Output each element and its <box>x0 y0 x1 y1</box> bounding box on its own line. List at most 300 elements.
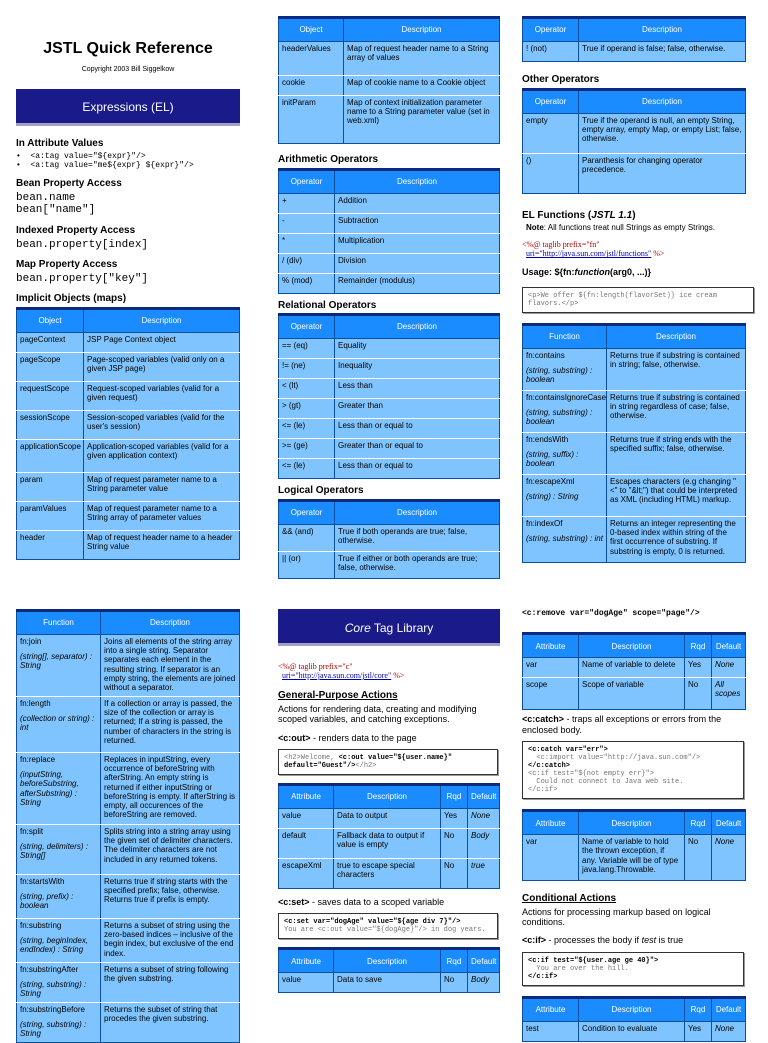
function-name: fn:endsWith <box>526 435 569 444</box>
row-key-cell: ! (not) <box>523 42 579 62</box>
other-heading: Other Operators <box>522 74 600 85</box>
row-value-cell: Fallback data to output if value is empty <box>334 829 441 859</box>
function-description: If a collection or array is passed, the size of the collection or array is returned; If a string is passed, the number of characters in the string is returned. <box>101 697 240 753</box>
expressions-banner: Expressions (EL) <box>16 89 240 126</box>
col-header: Description <box>334 949 441 973</box>
row-value-cell: Body <box>468 829 500 859</box>
function-name: fn:substringAfter <box>20 965 79 974</box>
gp-desc: Actions for rendering data, creating and modifying scoped variables, and catching exceptions. <box>278 703 477 725</box>
elfn-heading-pre: EL Functions ( <box>522 209 592 221</box>
row-key-cell: >= (ge) <box>279 439 335 459</box>
function-description: Returns the subset of string that procedes the given substring. <box>101 1003 240 1043</box>
col-header: Description <box>344 18 500 42</box>
table-row <box>17 635 240 697</box>
row-value-cell: True if the operand is null, an empty String, empty array, empty Map, or empty List; false, otherwise. <box>579 113 746 153</box>
row-value-cell: True if operand is false; false, otherwise. <box>579 42 746 62</box>
cout-code <box>278 749 498 775</box>
table-row <box>17 501 240 530</box>
implicit-section <box>16 293 240 560</box>
cset-code-1: <c:set var="dogAge" value="${age div 7}"/> <box>284 918 461 927</box>
in-attr-item: • <a:tag value="${expr}"/> <box>16 151 146 161</box>
row-key-cell: () <box>523 153 579 193</box>
table-row <box>279 213 500 233</box>
in-attr-item: • <a:tag value="me${expr} ${expr}"/> <box>16 161 194 171</box>
function-signature: (string, delimiters) : String[] <box>20 842 89 861</box>
row-key-cell: * <box>279 233 335 253</box>
row-key-cell: < (lt) <box>279 379 335 399</box>
column-right-top <box>522 16 746 563</box>
indexed-section <box>16 225 240 251</box>
if-desc-test: test <box>641 935 657 946</box>
function-cell <box>17 825 101 875</box>
catch-code-4: <c:if test="${not empty err}"> <box>528 770 655 779</box>
table-row <box>279 524 500 551</box>
cout-desc: - renders data to the page <box>310 732 417 743</box>
in-attr-item-1: <a:tag value="${expr}"/> <box>30 151 146 161</box>
gp-heading: General-Purpose Actions <box>278 690 398 702</box>
table-row <box>17 472 240 501</box>
function-cell <box>523 475 607 517</box>
row-value-cell: Map of request header name to a String array of values <box>344 42 500 76</box>
row-value-cell: Condition to evaluate <box>579 1021 685 1041</box>
remove-code: <c:remove var="dogAge" scope="page"/> <box>522 609 700 618</box>
function-signature: (string, suffix) : boolean <box>526 450 579 469</box>
table-row <box>17 381 240 410</box>
cset-table <box>278 947 500 993</box>
table-row <box>279 42 500 76</box>
col-header: Description <box>335 169 500 193</box>
function-cell <box>17 963 101 1003</box>
function-name: fn:indexOf <box>526 519 563 528</box>
if-code <box>522 952 744 986</box>
core-banner-core: Core <box>344 621 371 635</box>
row-value-cell: Less than <box>335 379 500 399</box>
table-row <box>17 439 240 472</box>
function-description: Returns an integer representing the 0-based index within string of the first occurrence of substring. If substring is empty, 0 is returned. <box>607 517 746 563</box>
cond-desc: Actions for processing markup based on logical conditions. <box>522 906 711 927</box>
other-table <box>522 88 746 194</box>
row-value-cell: None <box>468 809 500 829</box>
col-header: Rqd <box>441 949 468 973</box>
row-key-cell: default <box>279 829 334 859</box>
function-name: fn:substring <box>20 921 62 930</box>
row-value-cell: All scopes <box>712 678 746 710</box>
function-cell <box>17 753 101 825</box>
col-header: Description <box>84 308 240 332</box>
row-key-cell: pageContext <box>17 332 84 352</box>
elfn-heading-post: ) <box>632 209 636 221</box>
function-description: Returns true if string ends with the specified suffix; false, otherwise. <box>607 433 746 475</box>
row-value-cell: No <box>685 678 712 710</box>
if-code-1: <c:if test="${user.age ge 40}"> <box>528 956 659 965</box>
fn-table-1 <box>522 323 746 563</box>
table-row <box>17 697 240 753</box>
function-signature: (string, substring) : int <box>526 534 603 544</box>
col-header: Attribute <box>523 634 579 658</box>
col-header: Default <box>712 811 746 835</box>
row-key-cell: - <box>279 213 335 233</box>
col-header: Function <box>523 325 607 349</box>
elfn-heading <box>522 210 746 222</box>
row-key-cell: empty <box>523 113 579 153</box>
row-value-cell: True if either or both operands are true; false, otherwise. <box>335 551 500 578</box>
table-row <box>279 253 500 273</box>
table-row <box>279 193 500 213</box>
row-value-cell: Name of variable to hold the thrown exception, if any. Variable will be of type java.lang.Throwable. <box>579 835 685 881</box>
col-header: Description <box>579 634 685 658</box>
cset-code-2: You are <c:out value="${dogAge}"/> in dog years. <box>284 926 486 935</box>
indexed-line: bean.property[index] <box>16 238 149 251</box>
table-row <box>279 551 500 578</box>
table-row <box>523 113 746 153</box>
core-banner <box>278 609 500 646</box>
function-name: fn:containsIgnoreCase <box>526 393 607 402</box>
fn-example-code: <p>We offer ${fn:length(flavorSet)} ice cream flavors.</p> <box>522 287 754 313</box>
catch-code-5: Could not connect to Java web site. <box>536 778 684 787</box>
function-cell <box>17 919 101 963</box>
col-header: Operator <box>523 89 579 113</box>
if-tag: <c:if> <box>522 935 547 946</box>
row-value-cell: Yes <box>685 658 712 678</box>
table-row <box>523 42 746 62</box>
table-row <box>17 332 240 352</box>
table-row <box>523 835 746 881</box>
function-description: Returns true if substring is contained in string regardless of case; false, otherwise. <box>607 391 746 433</box>
function-name: fn:split <box>20 827 44 836</box>
function-signature: (string[], separator) : String <box>20 652 93 671</box>
row-value-cell: Less than or equal to <box>335 459 500 479</box>
table-row <box>279 233 500 253</box>
function-name: fn:join <box>20 637 42 646</box>
function-signature: (string, beginIndex, endIndex) : String <box>20 936 89 955</box>
col-header: Rqd <box>685 997 712 1021</box>
if-code-2: You are over the hill. <box>536 964 629 973</box>
table-row <box>279 459 500 479</box>
row-key-cell: header <box>17 530 84 559</box>
table-row <box>279 379 500 399</box>
function-cell <box>17 635 101 697</box>
col-header: Default <box>468 785 500 809</box>
row-value-cell: Greater than or equal to <box>335 439 500 459</box>
row-value-cell: Paranthesis for changing operator precedence. <box>579 153 746 193</box>
copyright: Copyright 2003 Bill Siggelkow <box>81 66 175 74</box>
catch-code-1: <c:catch var="err"> <box>528 745 608 754</box>
table-row <box>17 825 240 875</box>
core-taglib <box>278 662 500 680</box>
in-attr-section <box>16 138 240 170</box>
function-cell <box>523 349 607 391</box>
catch-code <box>522 741 744 799</box>
row-value-cell: Less than or equal to <box>335 419 500 439</box>
bean-line-1: bean.name <box>16 191 76 204</box>
table-row <box>17 1003 240 1043</box>
function-cell <box>523 517 607 563</box>
col-header: Attribute <box>523 811 579 835</box>
table-row <box>523 517 746 563</box>
col-header: Description <box>579 18 746 42</box>
col-header: Description <box>579 811 685 835</box>
usage-function: function <box>574 266 611 277</box>
map-line: bean.property["key"] <box>16 272 149 285</box>
row-value-cell: JSP Page Context object <box>84 332 240 352</box>
row-key-cell: applicationScope <box>17 439 84 472</box>
table-row <box>523 475 746 517</box>
row-value-cell: Addition <box>335 193 500 213</box>
row-value-cell: Map of cookie name to a Cookie object <box>344 76 500 96</box>
function-cell <box>523 433 607 475</box>
col-header: Attribute <box>279 949 334 973</box>
elfn-usage <box>522 267 746 277</box>
row-value-cell: Page-scoped variables (valid only on a given JSP page) <box>84 352 240 381</box>
column-left-top <box>16 40 240 560</box>
row-value-cell: Division <box>335 253 500 273</box>
row-value-cell: Map of request parameter name to a String array of parameter values <box>84 501 240 530</box>
arith-heading: Arithmetic Operators <box>278 154 379 165</box>
elfn-note-label: Note <box>526 223 544 232</box>
col-header: Object <box>17 308 84 332</box>
bean-heading: Bean Property Access <box>16 178 122 190</box>
table-row <box>523 349 746 391</box>
table-row <box>17 963 240 1003</box>
row-key-cell: <= (le) <box>279 459 335 479</box>
table-row <box>523 433 746 475</box>
function-cell <box>17 875 101 919</box>
core-taglib-uri[interactable]: uri="http://java.sun.com/jstl/core" <box>282 671 392 681</box>
function-description: Returns a subset of string using the zero-based indices – inclusive of the begin index, but exclusive of the end index. <box>101 919 240 963</box>
cout-tag: <c:out> <box>278 732 311 743</box>
cout-code-3: default="Guest"/> <box>284 761 356 770</box>
col-header: Description <box>335 315 500 339</box>
row-value-cell: Yes <box>685 1021 712 1041</box>
cond-heading: Conditional Actions <box>522 893 617 905</box>
row-value-cell: true <box>468 859 500 889</box>
function-cell <box>523 391 607 433</box>
row-value-cell: None <box>712 658 746 678</box>
col-header: Rqd <box>441 785 468 809</box>
cset-tag: <c:set> <box>278 897 310 907</box>
arith-table <box>278 168 500 294</box>
row-key-cell: pageScope <box>17 352 84 381</box>
row-key-cell: + <box>279 193 335 213</box>
col-header: Default <box>468 949 500 973</box>
catch-tag: <c:catch> <box>522 714 565 725</box>
row-value-cell: Data to output <box>334 809 441 829</box>
table-row <box>279 359 500 379</box>
row-value-cell: No <box>441 859 468 889</box>
row-value-cell: Equality <box>335 339 500 359</box>
row-key-cell: param <box>17 472 84 501</box>
function-signature: (string, substring) : boolean <box>526 408 593 427</box>
catch-heading <box>522 714 746 735</box>
column-left-bottom <box>16 609 240 1043</box>
function-signature: (inputString, beforeSubstring, afterSubstring) : String <box>20 770 79 807</box>
row-key-cell: sessionScope <box>17 410 84 439</box>
col-header: Operator <box>279 500 335 524</box>
usage-label: Usage: <box>522 266 555 277</box>
row-key-cell: value <box>279 809 334 829</box>
row-value-cell: Remainder (modulus) <box>335 273 500 293</box>
cset-code <box>278 913 498 939</box>
col-header: Description <box>579 997 685 1021</box>
function-description: Replaces in inputString, every occurrence of beforeString with afterString. An empty string is returned if either inputString or beforeString is empty. If afterString is empty, all occurences of the beforeString are removed. <box>101 753 240 825</box>
rel-heading: Relational Operators <box>278 299 377 311</box>
row-value-cell: Subtraction <box>335 213 500 233</box>
col-header: Attribute <box>523 997 579 1021</box>
table-row <box>523 391 746 433</box>
function-signature: (string, substring) : boolean <box>526 366 593 385</box>
col-header: Description <box>607 325 746 349</box>
col-header: Function <box>17 611 101 635</box>
table-row <box>17 410 240 439</box>
row-key-cell: scope <box>523 678 579 710</box>
column-mid-bottom <box>278 609 500 993</box>
row-value-cell: Yes <box>441 809 468 829</box>
function-name: fn:substringBefore <box>20 1005 85 1014</box>
row-value-cell: No <box>441 829 468 859</box>
catch-code-3: </c:catch> <box>528 761 571 770</box>
implicit-table <box>16 307 240 560</box>
row-key-cell: cookie <box>279 76 344 96</box>
function-description: Returns true if substring is contained in string; false, otherwise. <box>607 349 746 391</box>
table-row <box>17 530 240 559</box>
row-key-cell: headerValues <box>279 42 344 76</box>
table-row <box>279 419 500 439</box>
row-key-cell: escapeXml <box>279 859 334 889</box>
catch-code-2: <c:import value="http://java.sun.com"/> <box>536 753 701 762</box>
table-row <box>523 678 746 710</box>
cset-desc: - saves data to a scoped variable <box>309 897 445 907</box>
table-row <box>279 273 500 293</box>
function-description: Returns a subset of string following the given substring. <box>101 963 240 1003</box>
cout-heading <box>278 733 500 743</box>
col-header: Rqd <box>685 811 712 835</box>
function-description: Splits string into a string array using the given set of delimiter characters. The delimiter characters are not included in any returned tokens. <box>101 825 240 875</box>
table-row <box>523 1021 746 1041</box>
usage-args: (arg0, ...)} <box>610 266 652 277</box>
row-value-cell: Session-scoped variables (valid for the user's session) <box>84 410 240 439</box>
in-attr-item-2: <a:tag value="me${expr} ${expr}"/> <box>30 161 194 171</box>
table-row <box>17 753 240 825</box>
function-name: fn:replace <box>20 755 56 764</box>
row-value-cell: Greater than <box>335 399 500 419</box>
col-header: Description <box>101 611 240 635</box>
row-value-cell: No <box>685 835 712 881</box>
row-value-cell: Name of variable to delete <box>579 658 685 678</box>
col-header: Description <box>335 500 500 524</box>
cout-code-2: <c:out value="${user.name}" <box>338 753 453 762</box>
fn-taglib-uri[interactable]: uri="http://java.sun.com/jstl/functions" <box>526 249 652 259</box>
fn-table-2 <box>16 609 240 1043</box>
row-key-cell: var <box>523 835 579 881</box>
indexed-heading: Indexed Property Access <box>16 225 136 237</box>
if-desc-pre: - processes the body if <box>546 935 642 946</box>
row-value-cell: Request-scoped variables (valid for a given request) <box>84 381 240 410</box>
fn-taglib-line-1: <%@ taglib prefix="fn" <box>522 240 600 250</box>
col-header: Object <box>279 18 344 42</box>
table-row <box>17 875 240 919</box>
core-taglib-line-1: <%@ taglib prefix="c" <box>278 662 353 671</box>
row-value-cell: True if both operands are true; false, otherwise. <box>335 524 500 551</box>
if-heading <box>522 935 746 945</box>
table-row <box>523 658 746 678</box>
usage-code: ${fn: <box>554 266 575 277</box>
core-taglib-close: %> <box>391 671 405 681</box>
row-value-cell: Scope of variable <box>579 678 685 710</box>
col-header: Description <box>334 785 441 809</box>
row-key-cell: == (eq) <box>279 339 335 359</box>
if-code-3: </c:if> <box>528 972 558 981</box>
row-key-cell: && (and) <box>279 524 335 551</box>
col-header: Description <box>579 89 746 113</box>
logic-table <box>278 499 500 579</box>
row-key-cell: / (div) <box>279 253 335 273</box>
function-signature: (string, substring) : String <box>20 1020 87 1039</box>
function-signature: (string) : String <box>526 492 579 502</box>
row-key-cell: <= (le) <box>279 419 335 439</box>
row-key-cell: > (gt) <box>279 399 335 419</box>
row-value-cell: None <box>712 1021 746 1041</box>
row-key-cell: initParam <box>279 96 344 144</box>
elfn-heading-version: JSTL 1.1 <box>591 209 633 221</box>
cout-code-1: <h2>Welcome, <box>284 753 339 762</box>
function-signature: (collection or string) : int <box>20 714 95 733</box>
row-value-cell: Data to save <box>334 973 441 993</box>
function-name: fn:startsWith <box>20 877 65 886</box>
column-mid-top <box>278 16 500 579</box>
col-header: Operator <box>279 169 335 193</box>
row-value-cell: true to escape special characters <box>334 859 441 889</box>
col-header: Default <box>712 997 746 1021</box>
table-row <box>279 829 500 859</box>
row-value-cell: No <box>441 973 468 993</box>
row-value-cell: None <box>712 835 746 881</box>
col-header: Attribute <box>279 785 334 809</box>
row-key-cell: || (or) <box>279 551 335 578</box>
table-row <box>523 153 746 193</box>
row-value-cell: Multiplication <box>335 233 500 253</box>
cout-code-4: </h2> <box>355 761 377 770</box>
row-key-cell: paramValues <box>17 501 84 530</box>
object-table-cont <box>278 16 500 144</box>
function-name: fn:contains <box>526 351 565 360</box>
elfn-note <box>526 223 746 232</box>
row-value-cell: Body <box>468 973 500 993</box>
map-section <box>16 259 240 285</box>
function-description: Returns true if string starts with the specified prefix; false, otherwise. Returns true if prefix is empty. <box>101 875 240 919</box>
row-value-cell: Application-scoped variables (valid for a given application context) <box>84 439 240 472</box>
function-name: fn:length <box>20 699 51 708</box>
table-row <box>279 76 500 96</box>
if-table <box>522 996 746 1042</box>
col-header: Operator <box>523 18 579 42</box>
function-description: Joins all elements of the string array into a single string. Separator separates each element in the resulting string. If separator is an empty string, the elements are joined without a separator. <box>101 635 240 697</box>
row-key-cell: value <box>279 973 334 993</box>
cout-table <box>278 783 500 889</box>
row-value-cell: Map of context initialization parameter name to a String parameter value (set in web.xml) <box>344 96 500 144</box>
map-heading: Map Property Access <box>16 259 118 271</box>
col-header: Operator <box>279 315 335 339</box>
function-cell <box>17 1003 101 1043</box>
row-value-cell: Map of request header name to a header String value <box>84 530 240 559</box>
in-attr-heading: In Attribute Values <box>16 138 104 150</box>
row-value-cell: Inequality <box>335 359 500 379</box>
row-key-cell: % (mod) <box>279 273 335 293</box>
bean-section <box>16 178 240 217</box>
row-key-cell: test <box>523 1021 579 1041</box>
table-row <box>279 339 500 359</box>
implicit-heading: Implicit Objects (maps) <box>16 293 127 305</box>
table-row <box>17 919 240 963</box>
